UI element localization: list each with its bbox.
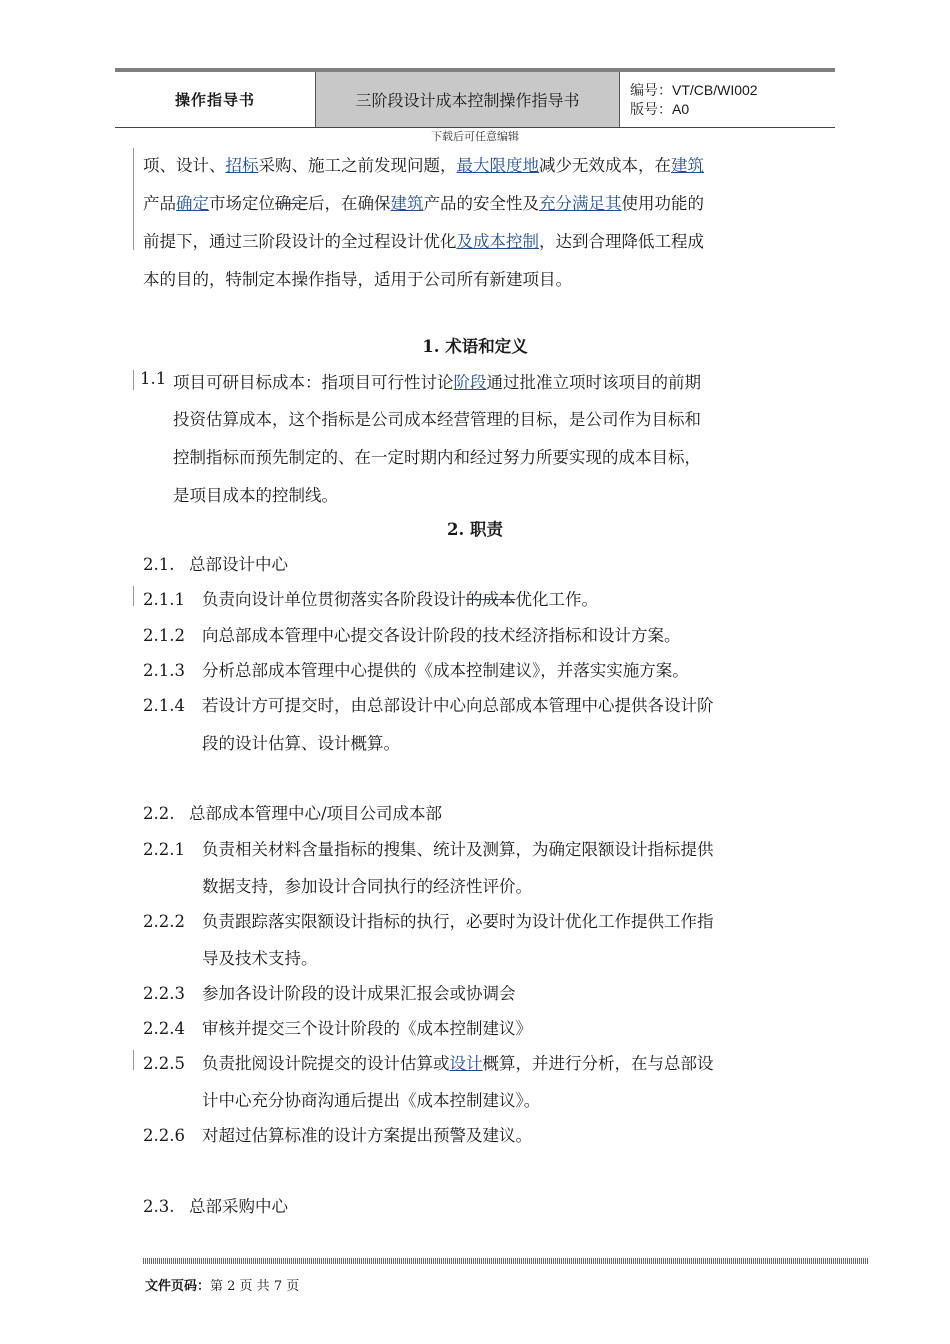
deleted-text: 确定: [275, 194, 308, 213]
item-text: 负责跟踪落实限额设计指标的执行，必要时为设计优化工作提供工作指: [202, 912, 714, 931]
revision-bar: [133, 370, 134, 390]
item-2-1-4-line-2: 段的设计估算、设计概算。: [202, 734, 400, 753]
text-run: 项目可研目标成本：指项目可行性讨论: [173, 373, 454, 392]
item-text: 分析总部成本管理中心提供的《成本控制建议》，并落实实施方案。: [202, 661, 689, 680]
item-2-1: [143, 551, 288, 575]
text-run: 使用功能的: [621, 194, 704, 213]
link-queding[interactable]: 确定: [176, 194, 209, 213]
item-2-2-3: [143, 980, 516, 1004]
item-text: 审核并提交三个设计阶段的《成本控制建议》: [202, 1019, 532, 1038]
link-sheji[interactable]: 设计: [449, 1054, 483, 1073]
item-2-2-2: [143, 908, 714, 932]
link-chongfen[interactable]: 充分满足其: [539, 194, 622, 213]
link-jianzhu-2[interactable]: 建筑: [390, 194, 424, 213]
footer-divider: [143, 1258, 868, 1264]
item-number: 2.1.1: [143, 590, 185, 609]
item-2-3: [143, 1193, 288, 1217]
item-number: 2.1.3: [143, 661, 185, 680]
item-1-1-line-4: 是项目成本的控制线。: [173, 486, 338, 505]
link-zuidaxiandu[interactable]: 最大限度地: [456, 156, 539, 175]
item-number: 2.2.6: [143, 1126, 185, 1145]
item-1-1-line-3: 控制指标而预先制定的、在一定时期内和经过努力所要实现的成本目标，: [173, 448, 701, 467]
link-zhaobiao[interactable]: 招标: [225, 156, 259, 175]
item-2-2-4: [143, 1015, 532, 1039]
item-number: 2.2.: [143, 804, 175, 823]
footer-label: 文件页码：: [145, 1279, 211, 1294]
item-number: 2.2.2: [143, 912, 185, 931]
intro-line-1: [143, 152, 704, 176]
section-1-heading: 1. 术语和定义: [422, 337, 528, 356]
item-2-2-1: [143, 836, 714, 860]
text-run: 项、设计、: [143, 156, 226, 175]
intro-line-3: [143, 228, 704, 252]
edit-note: 下载后可任意编辑: [431, 130, 519, 143]
revision-bar: [133, 148, 134, 250]
item-2-1-3: [143, 657, 689, 681]
item-text: 参加各设计阶段的设计成果汇报会或协调会: [202, 984, 516, 1003]
item-number: 2.2.3: [143, 984, 185, 1003]
item-title: 总部采购中心: [189, 1197, 288, 1216]
doc-title: 三阶段设计成本控制操作指导书: [315, 72, 620, 127]
text-run: 产品: [143, 194, 176, 213]
item-2-2: [143, 800, 442, 824]
revision-bar: [133, 586, 134, 606]
text-run: ，达到合理降低工程成: [539, 232, 704, 251]
item-text: 若设计方可提交时，由总部设计中心向总部成本管理中心提供各设计阶: [202, 696, 714, 715]
item-text: 对超过估算标准的设计方案提出预警及建议。: [202, 1126, 532, 1145]
item-2-2-5: [143, 1050, 714, 1074]
item-title: 总部成本管理中心/项目公司成本部: [189, 804, 443, 823]
text-run: 市场定位: [209, 194, 275, 213]
item-number: 2.2.5: [143, 1054, 185, 1073]
item-2-2-1-line-2: 数据支持，参加设计合同执行的经济性评价。: [202, 877, 532, 896]
page-footer: [145, 1275, 299, 1294]
item-2-1-1: [143, 586, 598, 610]
item-2-1-4: [143, 692, 714, 716]
item-text: 负责相关材料含量指标的搜集、统计及测算，为确定限额设计指标提供: [202, 840, 714, 859]
doc-meta: [620, 72, 835, 127]
item-title: 总部设计中心: [189, 555, 288, 574]
section-2-heading: 2. 职责: [447, 520, 503, 539]
item-number: 2.1.4: [143, 696, 185, 715]
doc-code: 编号：VT/CB/WI002: [630, 81, 758, 98]
deleted-text: 的成本: [466, 590, 516, 609]
text-run: 负责批阅设计院提交的设计估算或: [202, 1054, 450, 1073]
intro-line-2: [143, 190, 704, 214]
text-run: 优化工作。: [515, 590, 598, 609]
item-number: 2.3.: [143, 1197, 175, 1216]
text-run: 通过批准立项时该项目的前期: [486, 373, 701, 392]
text-run: 概算，并进行分析，在与总部设: [482, 1054, 714, 1073]
item-number: 2.1.: [143, 555, 175, 574]
item-number: 2.2.1: [143, 840, 185, 859]
item-number: 2.2.4: [143, 1019, 185, 1038]
item-1-1-line-1: [173, 369, 701, 393]
link-chengbenkongzhi[interactable]: 及成本控制: [456, 232, 539, 251]
doc-version: 版号：A0: [630, 100, 690, 117]
item-2-2-2-line-2: 导及技术支持。: [202, 949, 318, 968]
item-2-1-2: [143, 622, 681, 646]
item-2-2-5-line-2: 计中心充分协商沟通后提出《成本控制建议》。: [202, 1091, 541, 1110]
text-run: 产品的安全性及: [423, 194, 539, 213]
doc-type-label: 操作指导书: [174, 91, 255, 109]
text-run: 后，在确保: [308, 194, 391, 213]
document-header: [115, 68, 835, 128]
page-number: 第 2 页 共 7 页: [210, 1279, 300, 1294]
intro-line-4: 本的目的，特制定本操作指导，适用于公司所有新建项目。: [143, 270, 572, 289]
revision-bar: [133, 1050, 134, 1070]
link-jianzhu[interactable]: 建筑: [671, 156, 704, 175]
text-run: 采购、施工之前发现问题，: [258, 156, 457, 175]
item-text: 向总部成本管理中心提交各设计阶段的技术经济指标和设计方案。: [202, 626, 681, 645]
text-run: 前提下，通过三阶段设计的全过程设计优化: [143, 232, 457, 251]
item-2-2-6: [143, 1122, 532, 1146]
item-number: 2.1.2: [143, 626, 185, 645]
link-jieduan[interactable]: 阶段: [453, 373, 487, 392]
item-1-1-line-2: 投资估算成本，这个指标是公司成本经营管理的目标，是公司作为目标和: [173, 410, 701, 429]
item-1-1-num: 1.1: [140, 369, 167, 388]
text-run: 减少无效成本，在: [539, 156, 671, 175]
text-run: 负责向设计单位贯彻落实各阶段设计: [202, 590, 466, 609]
